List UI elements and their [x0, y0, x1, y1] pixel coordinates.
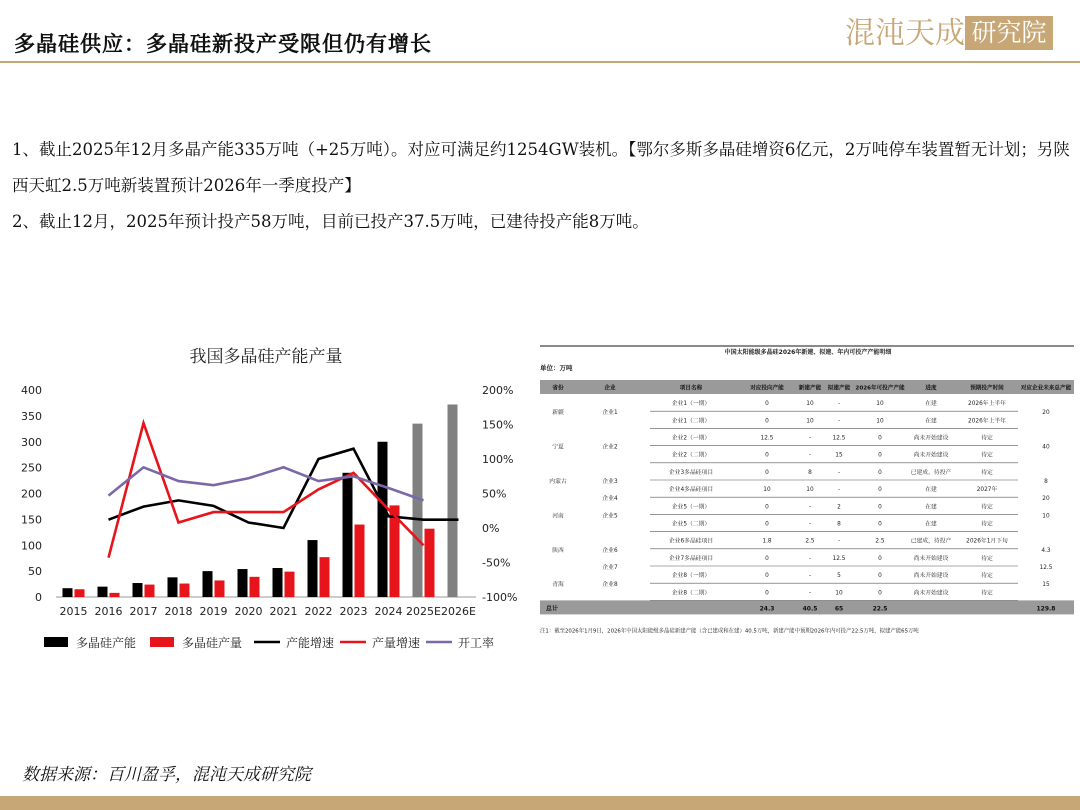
bar-capacity: [63, 588, 73, 597]
y-tick-label: 100: [21, 539, 42, 553]
table-cell: -: [837, 401, 841, 408]
table-cell: 待定: [981, 452, 993, 459]
bar-capacity: [203, 571, 213, 597]
table-cell: 待定: [981, 435, 993, 442]
table-total-cell: 24.3: [759, 605, 775, 613]
table-cell: 12.5: [832, 435, 846, 442]
table-header-cell: 新建产能: [798, 385, 822, 392]
table-total-cell: 40.5: [802, 605, 818, 613]
bar-capacity: [98, 587, 108, 597]
table-cell: 0: [878, 452, 882, 459]
table-cell: 10: [876, 401, 884, 408]
table-cell: 0: [765, 401, 769, 408]
table-cell: 15: [835, 452, 843, 459]
x-tick-label: 2017: [129, 605, 158, 618]
bar-capacity: [378, 442, 388, 597]
bar-capacity: [273, 568, 283, 597]
table-cell: 10: [763, 487, 771, 494]
table-cell: 0: [765, 521, 769, 528]
bar-output: [320, 557, 330, 597]
table-cell: 10: [835, 590, 843, 597]
table-cell: 在建: [925, 401, 937, 408]
y2-tick-label: 150%: [482, 418, 514, 432]
table-cell: 4.3: [1041, 547, 1051, 554]
table-cell: 待定: [981, 504, 993, 511]
table-cell: 40: [1042, 444, 1050, 451]
header-divider: [0, 61, 1080, 63]
table-cell: 0: [878, 521, 882, 528]
table-cell: -: [808, 590, 812, 597]
table-cell: 0: [878, 573, 882, 580]
table-cell: 10: [806, 487, 814, 494]
table-cell: -: [808, 435, 812, 442]
table-cell: 企业8（二期）: [671, 590, 711, 597]
capacity-table: [538, 342, 1078, 642]
table-cell: 0: [878, 435, 882, 442]
table-cell: 企业4多晶硅项目: [668, 487, 714, 494]
table-cell: 0: [878, 555, 882, 562]
legend-label: 多晶硅产量: [182, 636, 243, 650]
legend-label: 产能增速: [286, 636, 335, 650]
table-cell: 0: [765, 573, 769, 580]
table-cell: 5: [837, 573, 841, 580]
y-tick-label: 200: [21, 487, 42, 501]
table-total-cell: 总计: [545, 605, 559, 613]
table-cell: 企业2（一期）: [671, 435, 711, 442]
table-cell: 内蒙古: [549, 479, 567, 485]
table-cell: 待定: [981, 521, 993, 528]
table-cell: -: [808, 452, 812, 459]
table-cell: 2027年: [976, 487, 998, 494]
bar-capacity: [308, 540, 318, 597]
bullet-list: [12, 132, 1072, 240]
table-cell: 企业1（二期）: [671, 418, 711, 425]
table-cell: 河南: [552, 513, 564, 520]
table-cell: 企业5: [602, 513, 618, 520]
legend-swatch: [150, 637, 174, 647]
table-cell: 企业4: [602, 496, 618, 503]
table-cell: 待定: [981, 590, 993, 597]
table-header-cell: 拟建产能: [827, 385, 851, 392]
logo-box: [965, 16, 1053, 50]
bar-output: [110, 593, 120, 597]
y2-tick-label: 50%: [482, 487, 507, 501]
y-tick-label: 150: [21, 513, 42, 527]
table-cell: 企业8（一期）: [671, 573, 711, 580]
logo-box-text: 研究院: [971, 18, 1047, 47]
table-cell: -: [808, 573, 812, 580]
table-header-cell: 对应企业未来总产能: [1020, 385, 1072, 392]
table-cell: 企业3多晶硅项目: [668, 469, 714, 476]
y-tick-label: 0: [35, 591, 42, 604]
bar-capacity: [238, 569, 248, 597]
bar-capacity: [448, 404, 458, 597]
table-cell: 2026年上半年: [968, 401, 1006, 408]
x-tick-label: 2015: [59, 605, 88, 618]
legend-label: 多晶硅产能: [76, 636, 137, 650]
footer-bar: [0, 796, 1080, 810]
table-title: 中国太阳能级多晶硅2026年新建、拟建、年内可投产产能明细: [724, 349, 892, 356]
table-cell: 0: [878, 487, 882, 494]
company-logo: [845, 14, 1055, 54]
table-header-cell: 2026年可投产产能: [855, 385, 905, 392]
table-total-cell: 22.5: [872, 605, 888, 613]
bullet-2: 2、截止12月，2025年预计投产58万吨，目前已投产37.5万吨，已建待投产能8万吨。: [12, 212, 649, 231]
y2-tick-label: -50%: [482, 556, 511, 570]
y2-tick-label: 200%: [482, 384, 514, 397]
table-cell: 企业2（二期）: [671, 452, 711, 459]
bar-output: [250, 577, 260, 597]
legend-label: 产量增速: [372, 636, 421, 650]
table-cell: 2026年1月下旬: [966, 538, 1008, 545]
table-header-cell: 项目名称: [679, 385, 703, 392]
table-cell: 企业3: [602, 479, 618, 485]
table-cell: 企业6多晶硅项目: [668, 538, 714, 545]
table-cell: -: [808, 521, 812, 528]
chart-title: 我国多晶硅产能产量: [189, 347, 343, 367]
table-cell: 1.8: [762, 538, 772, 545]
table-cell: 青海: [552, 582, 564, 589]
table-cell: 15: [1042, 582, 1050, 589]
y2-tick-label: 100%: [482, 453, 514, 466]
table-cell: 待定: [981, 469, 993, 476]
table-cell: 0: [765, 504, 769, 511]
table-cell: 8: [837, 521, 841, 528]
x-tick-label: 2020: [234, 605, 263, 618]
bar-output: [215, 580, 225, 597]
bar-capacity: [168, 577, 178, 597]
page-title: 多晶硅供应：多晶硅新投产受限但仍有增长: [14, 31, 432, 56]
table-header-cell: 预期投产时间: [970, 385, 1004, 392]
table-cell: 10: [1042, 513, 1050, 520]
table-cell: 20: [1042, 410, 1050, 417]
table-cell: -: [837, 487, 841, 494]
table-cell: 2: [837, 504, 841, 511]
table-cell: 0: [878, 504, 882, 511]
table-cell: 企业2: [602, 444, 618, 451]
table-cell: 宁夏: [552, 444, 564, 451]
bar-output: [75, 589, 85, 597]
bar-capacity: [133, 583, 143, 597]
table-cell: 0: [765, 418, 769, 425]
table-cell: 8: [1044, 479, 1048, 485]
table-cell: 0: [765, 555, 769, 562]
table-cell: 8: [808, 469, 812, 476]
table-cell: 在建: [925, 521, 937, 528]
table-cell: 0: [765, 469, 769, 476]
y2-tick-label: 0%: [482, 522, 500, 535]
legend-label: 开工率: [458, 636, 495, 650]
bar-output: [145, 585, 155, 597]
table-header-cell: 省份: [552, 385, 564, 392]
table-header-cell: 进度: [925, 385, 937, 392]
table-cell: 企业7: [602, 565, 618, 571]
table-total-cell: 129.8: [1036, 605, 1056, 613]
table-cell: 尚未开始建设: [913, 590, 949, 597]
logo-text: 混沌天成: [845, 16, 965, 51]
table-cell: 企业5（二期）: [671, 521, 711, 528]
table-cell: 20: [1042, 496, 1050, 503]
table-cell: 尚未开始建设: [913, 452, 949, 459]
table-cell: 在建: [925, 504, 937, 511]
bar-output: [355, 525, 365, 597]
table-cell: 企业8: [602, 582, 618, 589]
table-header-cell: 企业: [604, 385, 616, 392]
x-tick-label: 2024: [374, 605, 403, 618]
table-cell: 企业1: [602, 410, 618, 417]
table-cell: 12.5: [832, 555, 846, 562]
table-cell: 0: [878, 469, 882, 476]
table-header-cell: 对应投向产能: [750, 385, 784, 392]
bar-output: [180, 584, 190, 597]
table-cell: 企业7多晶硅项目: [668, 555, 714, 562]
table-cell: 尚未开始建设: [913, 555, 949, 562]
table-cell: 2.5: [875, 538, 885, 545]
data-source: 数据来源：百川盈孚，混沌天成研究院: [22, 765, 311, 785]
table-cell: 10: [876, 418, 884, 425]
table-cell: 待定: [981, 573, 993, 580]
bar-output: [285, 572, 295, 597]
table-cell: 12.5: [760, 435, 774, 442]
x-tick-label: 2021: [269, 605, 298, 618]
x-tick-label: 2018: [164, 605, 193, 618]
table-cell: -: [837, 538, 841, 545]
x-tick-label: 2025E: [406, 605, 441, 618]
table-cell: 企业1（一期）: [671, 401, 711, 408]
table-cell: 在建: [925, 418, 937, 425]
x-tick-label: 2019: [199, 605, 228, 618]
y-tick-label: 50: [28, 565, 42, 579]
table-cell: 企业5（一期）: [671, 504, 711, 511]
table-cell: 12.5: [1039, 565, 1053, 571]
x-tick-label: 2016: [94, 605, 123, 618]
table-cell: 0: [878, 590, 882, 597]
table-cell: 2.5: [805, 538, 815, 545]
table-cell: 陕西: [552, 547, 564, 554]
table-cell: 新疆: [552, 410, 564, 417]
bar-output: [425, 529, 435, 597]
table-cell: 0: [765, 590, 769, 597]
table-total-cell: 65: [834, 605, 844, 613]
table-cell: 已建成，待投产: [910, 469, 952, 476]
table-cell: -: [808, 504, 812, 511]
y-tick-label: 250: [21, 461, 42, 475]
table-cell: 0: [765, 452, 769, 459]
y-tick-label: 400: [21, 384, 42, 397]
table-cell: 10: [806, 401, 814, 408]
x-tick-label: 2022: [304, 605, 333, 618]
y-tick-label: 350: [21, 409, 42, 423]
bullet-1: 1、截止2025年12月多晶产能335万吨（+25万吨）。对应可满足约1254GW装机。【鄂尔多斯多晶硅增资6亿元，2万吨停车装置暂无计划；另陕西天虹2.5万吨新装置预计2026年一季度投产】: [12, 140, 1070, 195]
table-cell: 已建成，待投产: [910, 538, 952, 545]
table-cell: 在建: [925, 487, 937, 494]
table-cell: 尚未开始建设: [913, 435, 949, 442]
capacity-output-chart: [14, 340, 520, 660]
table-cell: 2026年上半年: [968, 418, 1006, 425]
bar-capacity: [343, 473, 353, 597]
table-cell: 待定: [981, 555, 993, 562]
table-unit: 单位：万吨: [540, 364, 573, 372]
table-cell: 尚未开始建设: [913, 573, 949, 580]
table-cell: -: [808, 555, 812, 562]
table-cell: 10: [806, 418, 814, 425]
table-note: 注1：截至2026年1月9日，2026年中国太阳能级多晶硅新建产能（含已建成和在建）40.5万吨，新建产能中预期2026年内可投产22.5万吨，拟建产能65万吨: [540, 628, 919, 635]
bar-capacity: [413, 424, 423, 597]
legend-swatch: [44, 637, 68, 647]
y2-tick-label: -100%: [482, 591, 518, 604]
table-cell: -: [837, 469, 841, 476]
line-capacity-growth: [109, 449, 459, 528]
table-cell: -: [837, 418, 841, 425]
x-tick-label: 2023: [339, 605, 368, 618]
x-tick-label: 2026E: [441, 605, 476, 618]
table-cell: 企业6: [602, 547, 618, 554]
y-tick-label: 300: [21, 435, 42, 449]
